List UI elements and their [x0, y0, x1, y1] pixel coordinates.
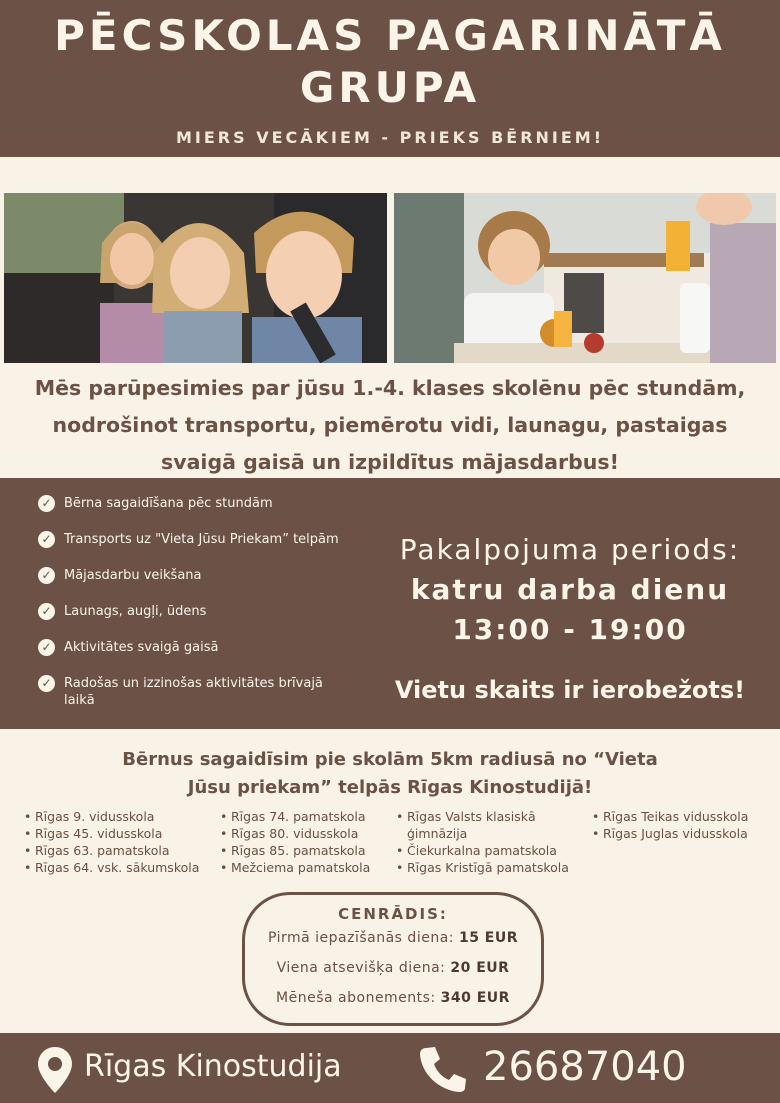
price-amount: 20 EUR	[450, 960, 510, 976]
check-circle-icon: ✓	[38, 675, 55, 692]
price-row	[245, 983, 541, 1013]
school-list-col-2	[220, 808, 370, 876]
feature-item	[38, 639, 218, 656]
feature-label: Launags, augļi, ūdens	[64, 604, 207, 619]
school-item: • Rīgas 45. vidusskola	[24, 825, 199, 842]
price-list	[242, 892, 544, 1026]
price-list-title: CENRĀDIS:	[338, 905, 448, 923]
school-list-col-4	[592, 808, 748, 842]
feature-label: Aktivitātes svaigā gaisā	[64, 640, 219, 655]
price-label: Pirmā iepazīšanās diena:	[267, 930, 454, 946]
photo-kids-in-car	[4, 193, 387, 363]
contact-footer	[0, 1033, 780, 1103]
phone-icon	[418, 1045, 468, 1093]
page-subtitle: MIERS VECĀKIEM - PRIEKS BĒRNIEM!	[176, 128, 604, 147]
feature-label: Transports uz "Vieta Jūsu Priekam” telpām	[64, 532, 339, 547]
price-amount: 340 EUR	[440, 990, 510, 1006]
page-title	[0, 10, 780, 114]
feature-item	[38, 567, 202, 584]
feature-item	[38, 603, 206, 620]
period-label: Pakalpojuma periods:	[399, 533, 741, 566]
check-circle-icon: ✓	[38, 567, 55, 584]
price-label: Viena atsevišķa diena:	[276, 960, 446, 976]
price-label: Mēneša abonements:	[276, 990, 436, 1006]
school-list-col-3	[396, 808, 582, 876]
pickup-line-2: Jūsu priekam” telpās Rīgas Kinostudijā!	[187, 777, 593, 798]
title-line-2: GRUPA	[299, 63, 481, 112]
location-pin-icon	[36, 1045, 74, 1095]
school-item: • Rīgas 63. pamatskola	[24, 842, 199, 859]
school-item: • Rīgas 74. pamatskola	[220, 808, 370, 825]
school-item: • Rīgas Valsts klasiskā ģimnāzija	[396, 808, 582, 842]
period-days: katru darba dienu	[410, 573, 730, 606]
location-text: Rīgas Kinostudija	[84, 1049, 342, 1084]
service-period	[370, 530, 770, 650]
feature-label: Bērna sagaidīšana pēc stundām	[64, 496, 273, 511]
feature-label: Mājasdarbu veikšana	[64, 568, 202, 583]
pickup-heading	[100, 746, 680, 802]
price-amount: 15 EUR	[458, 930, 519, 946]
price-row	[245, 953, 541, 983]
phone-number[interactable]: 26687040	[483, 1044, 687, 1090]
feature-item	[38, 495, 273, 512]
services-band	[0, 478, 780, 729]
photo-child-breakfast	[394, 193, 776, 363]
period-hours: 13:00 - 19:00	[452, 613, 688, 646]
feature-item	[38, 531, 339, 548]
check-circle-icon: ✓	[38, 495, 55, 512]
intro-text: Mēs parūpesimies par jūsu 1.-4. klases skolēnu pēc stundām, nodrošinot transportu, piemērotu vidi, launagu, pastaigas svaigā gaisā un izpildītus mājasdarbus!	[34, 376, 746, 474]
school-item: • Rīgas Kristīgā pamatskola	[396, 859, 582, 876]
check-circle-icon: ✓	[38, 531, 55, 548]
school-item: • Rīgas 85. pamatskola	[220, 842, 370, 859]
school-item: • Mežciema pamatskola	[220, 859, 370, 876]
school-item: • Rīgas Teikas vidusskola	[592, 808, 748, 825]
check-circle-icon: ✓	[38, 603, 55, 620]
school-item: • Rīgas 64. vsk. sākumskola	[24, 859, 199, 876]
school-item: • Čiekurkalna pamatskola	[396, 842, 582, 859]
school-item: • Rīgas 80. vidusskola	[220, 825, 370, 842]
price-row	[245, 923, 541, 953]
title-line-1: PĒCSKOLAS PAGARINĀTĀ	[54, 11, 726, 60]
limited-seats-notice: Vietu skaits ir ierobežots!	[394, 676, 746, 704]
feature-label: Radošas un izzinošas aktivitātes brīvajā laikā	[64, 676, 323, 708]
school-item: • Rīgas Juglas vidusskola	[592, 825, 748, 842]
check-circle-icon: ✓	[38, 639, 55, 656]
school-list-col-1	[24, 808, 199, 876]
pickup-line-1: Bērnus sagaidīsim pie skolām 5km radiusā no “Vieta	[122, 749, 658, 770]
school-item: • Rīgas 9. vidusskola	[24, 808, 199, 825]
header-banner	[0, 0, 780, 157]
feature-item	[38, 675, 354, 709]
